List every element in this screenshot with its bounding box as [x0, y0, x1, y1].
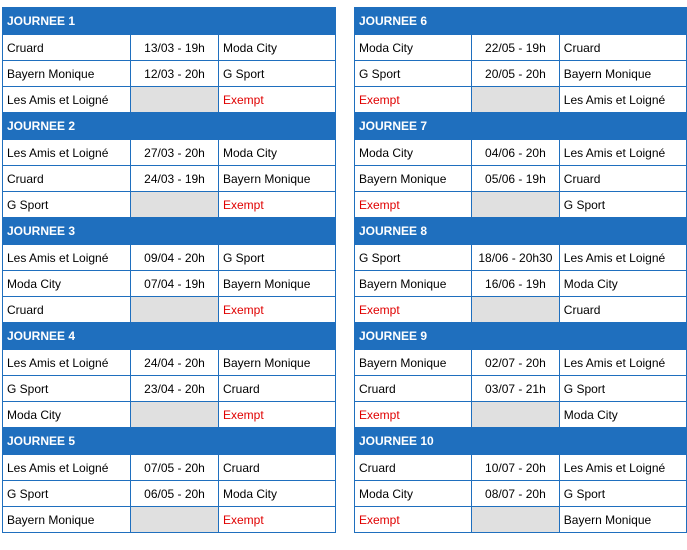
match-time-empty [131, 87, 219, 113]
away-team: Exempt [219, 87, 336, 113]
matchday-title: JOURNEE 7 [355, 113, 687, 140]
away-team: Bayern Monique [559, 507, 686, 533]
match-time-empty [131, 402, 219, 428]
matchday-header [355, 218, 687, 245]
match-time: 07/04 - 19h [131, 271, 219, 297]
match-time: 24/04 - 20h [131, 350, 219, 376]
away-team: Bayern Monique [219, 166, 336, 192]
schedule-left-column [2, 7, 336, 533]
home-team: G Sport [3, 481, 131, 507]
home-team: Exempt [355, 402, 472, 428]
away-team: Exempt [219, 297, 336, 323]
away-team: Cruard [559, 35, 686, 61]
away-team: G Sport [219, 61, 336, 87]
match-row [355, 140, 687, 166]
match-time: 05/06 - 19h [472, 166, 560, 192]
away-team: Bayern Monique [219, 271, 336, 297]
match-time: 20/05 - 20h [472, 61, 560, 87]
match-row [355, 481, 687, 507]
match-time: 02/07 - 20h [472, 350, 560, 376]
match-time: 24/03 - 19h [131, 166, 219, 192]
home-team: Moda City [3, 402, 131, 428]
matchday-title: JOURNEE 9 [355, 323, 687, 350]
match-row [3, 376, 336, 402]
match-time: 22/05 - 19h [472, 35, 560, 61]
match-row [3, 455, 336, 481]
home-team: Les Amis et Loigné [3, 350, 131, 376]
home-team: Les Amis et Loigné [3, 245, 131, 271]
away-team: Moda City [219, 140, 336, 166]
matchday-title: JOURNEE 10 [355, 428, 687, 455]
away-team: Exempt [219, 192, 336, 218]
home-team: Cruard [3, 166, 131, 192]
away-team: Les Amis et Loigné [559, 87, 686, 113]
match-time: 04/06 - 20h [472, 140, 560, 166]
home-team: Bayern Monique [355, 271, 472, 297]
home-team: Exempt [355, 507, 472, 533]
match-row [3, 87, 336, 113]
match-row [3, 35, 336, 61]
match-row [355, 87, 687, 113]
home-team: Les Amis et Loigné [3, 87, 131, 113]
away-team: G Sport [559, 192, 686, 218]
match-row [3, 350, 336, 376]
away-team: Moda City [559, 271, 686, 297]
match-row [3, 271, 336, 297]
away-team: Moda City [219, 481, 336, 507]
home-team: Bayern Monique [355, 350, 472, 376]
home-team: Bayern Monique [355, 166, 472, 192]
home-team: Bayern Monique [3, 507, 131, 533]
away-team: Cruard [219, 376, 336, 402]
matchday-header [3, 218, 336, 245]
away-team: Moda City [559, 402, 686, 428]
match-time: 07/05 - 20h [131, 455, 219, 481]
away-team: Moda City [219, 35, 336, 61]
matchday-header [355, 323, 687, 350]
matchday-header [3, 8, 336, 35]
match-row [3, 245, 336, 271]
home-team: G Sport [3, 376, 131, 402]
match-row [355, 402, 687, 428]
match-time: 03/07 - 21h [472, 376, 560, 402]
match-row [355, 350, 687, 376]
away-team: Les Amis et Loigné [559, 140, 686, 166]
away-team: Cruard [219, 455, 336, 481]
match-time: 23/04 - 20h [131, 376, 219, 402]
home-team: Moda City [355, 140, 472, 166]
matchday-title: JOURNEE 1 [3, 8, 336, 35]
match-time-empty [472, 192, 560, 218]
match-row [3, 507, 336, 533]
home-team: G Sport [355, 245, 472, 271]
match-row [355, 376, 687, 402]
match-row [355, 192, 687, 218]
match-row [3, 481, 336, 507]
match-time-empty [131, 507, 219, 533]
matchday-header [3, 428, 336, 455]
away-team: G Sport [559, 376, 686, 402]
home-team: Bayern Monique [3, 61, 131, 87]
match-row [355, 297, 687, 323]
matchday-title: JOURNEE 4 [3, 323, 336, 350]
match-time: 08/07 - 20h [472, 481, 560, 507]
match-row [3, 297, 336, 323]
match-row [3, 402, 336, 428]
match-time: 09/04 - 20h [131, 245, 219, 271]
match-time: 16/06 - 19h [472, 271, 560, 297]
schedule-table-left [2, 7, 336, 533]
home-team: Cruard [3, 297, 131, 323]
match-time: 27/03 - 20h [131, 140, 219, 166]
match-time-empty [131, 297, 219, 323]
match-row [355, 455, 687, 481]
matchday-title: JOURNEE 2 [3, 113, 336, 140]
away-team: Cruard [559, 297, 686, 323]
matchday-header [3, 113, 336, 140]
match-time: 06/05 - 20h [131, 481, 219, 507]
away-team: Cruard [559, 166, 686, 192]
away-team: Les Amis et Loigné [559, 245, 686, 271]
away-team: Bayern Monique [559, 61, 686, 87]
match-time: 13/03 - 19h [131, 35, 219, 61]
match-time: 18/06 - 20h30 [472, 245, 560, 271]
matchday-title: JOURNEE 6 [355, 8, 687, 35]
matchday-header [355, 113, 687, 140]
schedule-right-column [354, 7, 687, 533]
away-team: Les Amis et Loigné [559, 350, 686, 376]
match-time-empty [472, 402, 560, 428]
match-time-empty [472, 507, 560, 533]
home-team: G Sport [3, 192, 131, 218]
home-team: G Sport [355, 61, 472, 87]
match-row [355, 61, 687, 87]
match-time-empty [131, 192, 219, 218]
home-team: Moda City [355, 481, 472, 507]
matchday-header [355, 8, 687, 35]
match-row [3, 140, 336, 166]
home-team: Cruard [355, 455, 472, 481]
home-team: Cruard [355, 376, 472, 402]
match-row [355, 507, 687, 533]
matchday-title: JOURNEE 5 [3, 428, 336, 455]
away-team: Les Amis et Loigné [559, 455, 686, 481]
match-row [3, 192, 336, 218]
match-time-empty [472, 297, 560, 323]
matchday-title: JOURNEE 3 [3, 218, 336, 245]
home-team: Les Amis et Loigné [3, 140, 131, 166]
matchday-header [3, 323, 336, 350]
match-time: 12/03 - 20h [131, 61, 219, 87]
matchday-header [355, 428, 687, 455]
home-team: Exempt [355, 297, 472, 323]
home-team: Moda City [3, 271, 131, 297]
match-row [3, 166, 336, 192]
home-team: Exempt [355, 192, 472, 218]
match-row [355, 271, 687, 297]
schedule-table-right [354, 7, 687, 533]
away-team: G Sport [219, 245, 336, 271]
away-team: Bayern Monique [219, 350, 336, 376]
match-row [3, 61, 336, 87]
match-time: 10/07 - 20h [472, 455, 560, 481]
match-row [355, 245, 687, 271]
away-team: Exempt [219, 507, 336, 533]
away-team: G Sport [559, 481, 686, 507]
match-row [355, 35, 687, 61]
home-team: Les Amis et Loigné [3, 455, 131, 481]
match-row [355, 166, 687, 192]
match-time-empty [472, 87, 560, 113]
home-team: Exempt [355, 87, 472, 113]
matchday-title: JOURNEE 8 [355, 218, 687, 245]
home-team: Moda City [355, 35, 472, 61]
away-team: Exempt [219, 402, 336, 428]
home-team: Cruard [3, 35, 131, 61]
